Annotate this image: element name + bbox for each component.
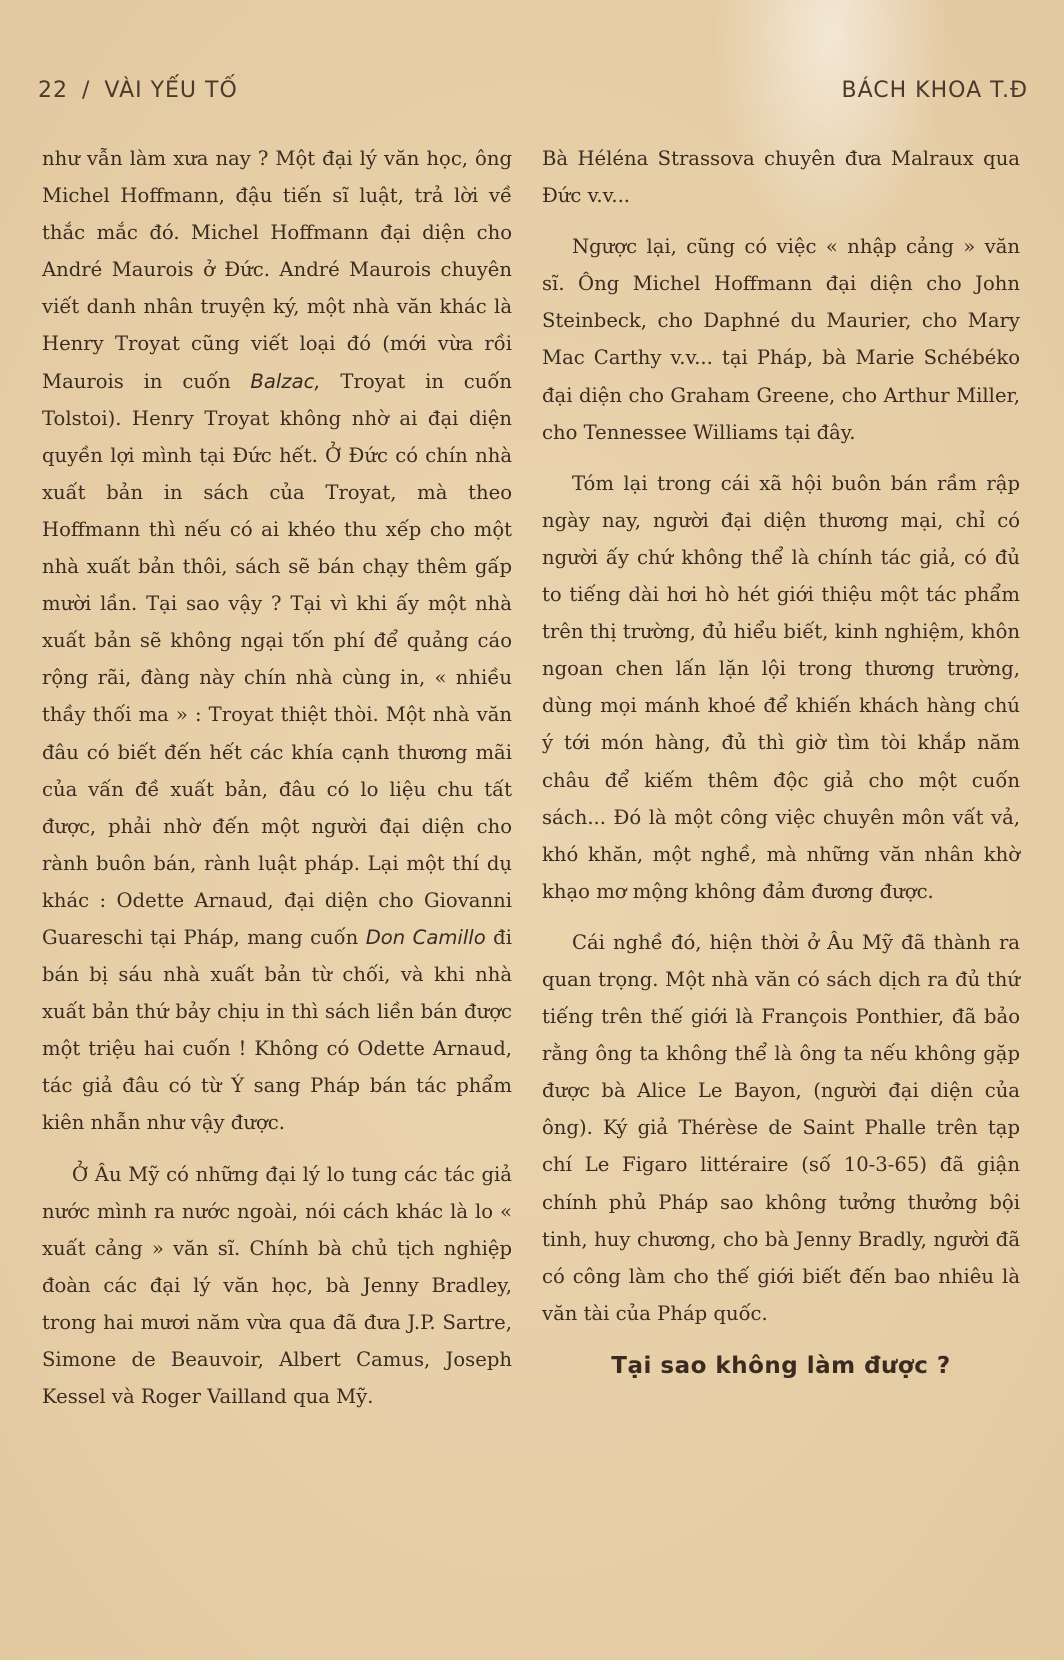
right-paragraph-3: Tóm lại trong cái xã hội buôn bán rầm rập ngày nay, người đại diện thương mại, chỉ có người ấy chứ không thể là chính tác giả, có đủ to tiếng dài hơi hò hét giới thiệu một tác phẩm trên thị trường, đủ hiểu biết, kinh nghiệm, khôn ngoan chen lấn lặn lội trong thương trường, dùng mọi mánh khoé để khiến khách hàng chú ý tới món hàng, đủ thì giờ tìm tòi khắp năm châu để kiếm thêm độc giả cho một cuốn sách... Đó là một công việc chuyên môn vất vả, khó khăn, một nghề, mà những văn nhân khờ khạo mơ mộng không đảm đương được. bbox=[542, 471, 1020, 903]
section-title: VÀI YẾU TỐ bbox=[104, 78, 238, 103]
left-paragraph-1-text-c: đi bán bị sáu nhà xuất bản từ chối, và khi nhà xuất bản thứ bảy chịu in thì sách liền bán được một triệu hai cuốn ! Không có Odette Arnaud, tác giả đâu có từ Ý sang Pháp bán tác phẩm kiên nhẫn như vậy được. bbox=[42, 925, 512, 1135]
book-title-don-camillo: Don Camillo bbox=[365, 925, 486, 949]
header-separator: / bbox=[82, 78, 91, 103]
publication-title: BÁCH KHOA T.Đ bbox=[841, 78, 1028, 103]
header-left bbox=[38, 78, 238, 103]
page-number: 22 bbox=[38, 78, 68, 103]
book-title-balzac: Balzac, bbox=[250, 369, 321, 393]
left-column bbox=[42, 140, 512, 1415]
right-paragraph-1: Bà Héléna Strassova chuyên đưa Malraux qua Đức v.v... bbox=[542, 147, 1020, 208]
right-paragraph-2: Ngược lại, cũng có việc « nhập cảng » văn sĩ. Ông Michel Hoffmann đại diện cho John Steinbeck, cho Daphné du Maurier, cho Mary Mac Carthy v.v... tại Pháp, bà Marie Schébéko đại diện cho Graham Greene, cho Arthur Miller, cho Tennessee Williams tại đây. bbox=[542, 235, 1020, 444]
left-paragraph-1-text-b: Troyat in cuốn Tolstoi). Henry Troyat không nhờ ai đại diện quyền lợi mình tại Đức hết. Ở Đức có chín nhà xuất bản in sách của Troyat, mà theo Hoffmann thì nếu có ai khéo thu xếp cho một nhà xuất bản thôi, sách sẽ bán chạy thêm gấp mười lần. Tại sao vậy ? Tại vì khi ấy một nhà xuất bản sẽ không ngại tốn phí để quảng cáo rộng rãi, đàng này chín nhà cùng in, « nhiều thầy thối ma » : Troyat thiệt thòi. Một nhà văn đâu có biết đến hết các khía cạnh thương mãi của vấn đề xuất bản, đâu có lo liệu chu tất được, phải nhờ đến một người đại diện cho rành buôn bán, rành luật pháp. Lại một thí dụ khác : Odette Arnaud, đại diện cho Giovanni Guareschi tại Pháp, mang cuốn bbox=[42, 369, 512, 949]
left-paragraph-2: Ở Âu Mỹ có những đại lý lo tung các tác giả nước mình ra nước ngoài, nói cách khác là lo « xuất cảng » văn sĩ. Chính bà chủ tịch nghiệp đoàn các đại lý văn học, bà Jenny Bradley, trong hai mươi năm vừa qua đã đưa J.P. Sartre, Simone de Beauvoir, Albert Camus, Joseph Kessel và Roger Vailland qua Mỹ. bbox=[42, 1162, 512, 1409]
left-paragraph-1-text-a: như vẫn làm xưa nay ? Một đại lý văn học, ông Michel Hoffmann, đậu tiến sĩ luật, trả lời về thắc mắc đó. Michel Hoffmann đại diện cho André Maurois ở Đức. André Maurois chuyên viết danh nhân truyện ký, một nhà văn khác là Henry Troyat cũng viết loại đó (mới vừa rồi Maurois in cuốn bbox=[42, 147, 512, 393]
right-paragraph-4: Cái nghề đó, hiện thời ở Âu Mỹ đã thành ra quan trọng. Một nhà văn có sách dịch ra đủ thứ tiếng trên thế giới là François Ponthier, đã bảo rằng ông ta không thể là ông ta nếu không gặp được bà Alice Le Bayon, (người đại diện của ông). Ký giả Thérèse de Saint Phalle trên tạp chí Le Figaro littéraire (số 10-3-65) đã giận chính phủ Pháp sao không tưởng thưởng bội tinh, huy chương, cho bà Jenny Bradly, người đã có công làm cho thế giới biết đến bao nhiêu là văn tài của Pháp quốc. bbox=[542, 930, 1020, 1325]
section-subheading: Tại sao không làm được ? bbox=[611, 1352, 951, 1379]
right-column bbox=[542, 140, 1020, 1385]
left-paragraph-1 bbox=[42, 140, 512, 1142]
running-header bbox=[38, 78, 1028, 108]
